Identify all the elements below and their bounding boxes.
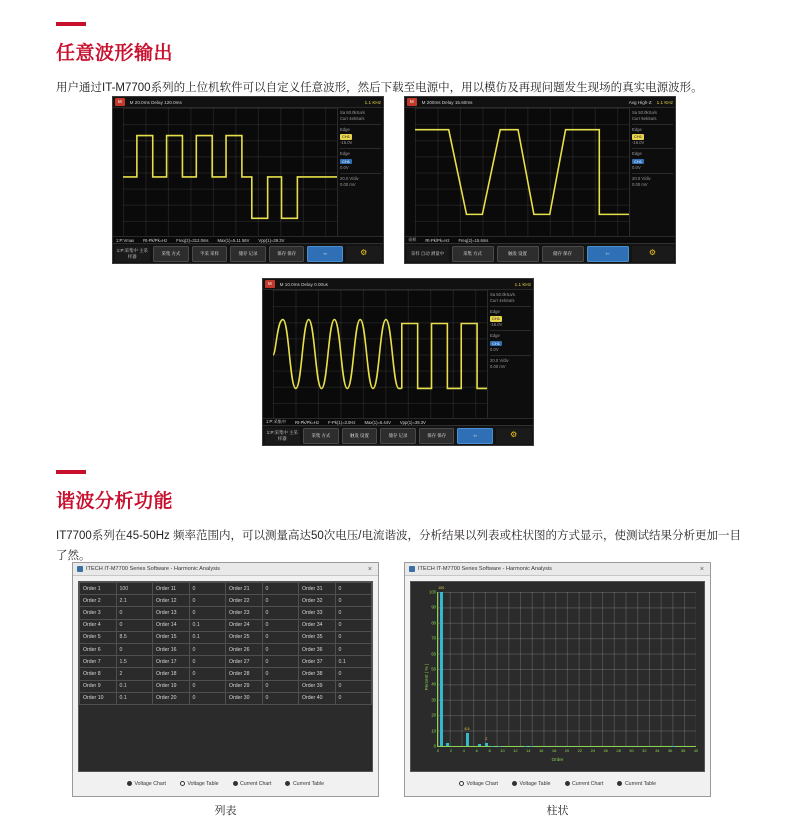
table-row [80,692,372,704]
order-label: Order 29 [226,680,263,692]
radio-current-chart[interactable] [233,781,272,787]
section-rule [56,470,86,474]
page-title-2: 谐波分析功能 [56,491,174,512]
order-value: 0 [335,692,372,704]
order-value: 0.1 [335,656,372,668]
softkey-status[interactable]: 1:P:采集中 主采样器 [115,246,151,262]
order-label: Order 10 [80,692,117,704]
order-value: 2 [116,668,153,680]
run-status-tag: M [407,98,417,106]
bar-chart [411,582,704,771]
trigger-type-1: Edge [490,309,500,315]
radio-current-chart[interactable] [565,781,604,787]
channel-chip-1: CH1 [634,134,643,140]
timebase-label: M 20.0ms Delay 120.0ms [129,99,182,105]
legend-label: Current Table [624,780,656,787]
x-axis-tick: 32 [642,747,647,753]
order-value: 8.5 [116,631,153,643]
y-axis-tick: 90 [431,604,436,610]
scope-topbar [263,279,533,290]
x-axis-tick: 2 [449,747,453,753]
softkey-back-icon[interactable]: ⇦ [587,246,629,262]
order-label: Order 7 [80,656,117,668]
softkey-status[interactable]: 采样 自动 测量中 [407,246,449,262]
scope-square-burst [112,96,384,264]
trigger-type-1: Edge [632,127,642,133]
radio-marker [180,781,185,786]
volts-per-div: 20.0 V/div [632,175,651,181]
trigger-type-2: Edge [340,151,350,157]
caption-chart: 柱状 [546,805,569,817]
measurement-item: 1:P:采集中 [266,419,287,424]
scope-softkey-bar [113,243,383,263]
x-axis-tick: 4 [462,747,465,753]
scope-topbar [405,97,675,108]
section-arbitrary-waveform [56,22,746,98]
legend-label: Voltage Table [519,780,551,787]
measurement-item: Max(1)=5.44V [364,419,391,425]
order-value: 0.1 [189,631,226,643]
trigger-type-2: Edge [632,151,642,157]
legend-label: Current Chart [572,780,604,787]
radio-marker [127,781,132,786]
scope-softkey-bar [263,425,533,445]
channel-chip-2: CH1 [342,158,351,164]
channel-chip-1: CH1 [492,316,501,322]
volts-per-div: 20.0 V/div [340,175,359,181]
frequency-label: 1.1 KHz [364,99,381,105]
order-label: Order 34 [299,619,336,631]
table-row [80,643,372,655]
order-value: 0 [262,619,299,631]
y-axis-tick: 30 [431,697,436,703]
bar [485,736,488,746]
close-icon[interactable]: × [699,565,704,573]
order-value: 0 [262,595,299,607]
order-value: 0 [116,607,153,619]
x-axis-tick: 26 [603,747,608,753]
sample-rate-2: Curr 4ekSa/s [490,298,515,304]
measurement-item: Rt-Pk/Pk=Hz [425,237,450,243]
order-label: Order 36 [299,643,336,655]
table-row [80,656,372,668]
softkey-save[interactable]: 保存 保存 [269,246,305,262]
trigger-type-1: Edge [340,127,350,133]
order-label: Order 32 [299,595,336,607]
volts-per-div: 20.0 V/div [490,357,509,363]
bar [464,726,470,746]
y-axis-tick: 0 [433,743,436,749]
x-axis-tick: 14 [526,747,531,753]
gear-icon[interactable]: ⚙ [346,246,382,262]
radio-voltage-chart[interactable] [127,781,166,787]
order-value: 0 [189,692,226,704]
sample-rate-2: Curr 5ekSa/s [632,116,657,122]
order-value: 0 [335,668,372,680]
order-label: Order 8 [80,668,117,680]
softkey-trigger[interactable]: 触发 设置 [342,428,378,444]
order-value: 0 [335,583,372,595]
order-value: 0 [189,607,226,619]
softkey-acquire[interactable]: 采集 方式 [452,246,494,262]
order-label: Order 15 [153,631,190,643]
page-title: 任意波形输出 [56,43,174,64]
softkey-acquire[interactable]: 采集 方式 [153,246,189,262]
order-label: Order 38 [299,668,336,680]
section-rule [56,22,86,26]
order-label: Order 13 [153,607,190,619]
timebase-label: M 10.0ms Delay 0.00us [279,281,328,287]
offset-value: 0.00 mV [632,181,648,187]
scope-topbar [113,97,383,108]
radio-marker [617,781,622,786]
channel-chip-2: CH1 [492,340,501,346]
order-label: Order 35 [299,631,336,643]
bar-value-label: 100 [438,586,445,590]
channel-chip-2: CH1 [634,158,643,164]
order-label: Order 28 [226,668,263,680]
measurement-item: Freq(2)=15.6ms [458,237,489,243]
order-value: 0 [335,631,372,643]
radio-voltage-table[interactable] [180,781,219,787]
chart-plot-area [429,586,699,753]
x-axis-tick: 16 [538,747,544,753]
legend-label: Voltage Chart [466,780,498,787]
order-value: 2.1 [116,595,153,607]
radio-voltage-chart[interactable] [459,781,498,787]
order-label: Order 2 [80,595,117,607]
radio-voltage-table[interactable] [512,781,551,787]
sample-rate-2: Curr 4ekSa/s [340,116,365,122]
frequency-label: 1.1 KHz [656,99,673,105]
order-value: 0 [262,668,299,680]
order-value: 0 [335,607,372,619]
channel-chip-1: CH1 [342,134,351,140]
order-value: 0 [262,583,299,595]
waveform-trace [123,108,337,237]
radio-current-table[interactable] [617,781,656,787]
order-label: Order 31 [299,583,336,595]
gear-icon[interactable]: ⚙ [496,428,532,444]
harmonic-table-panel [78,581,373,772]
order-label: Order 25 [226,631,263,643]
order-value: 0 [335,643,372,655]
x-axis-tick: 10 [500,747,505,753]
x-axis-tick: 34 [655,747,660,753]
order-value: 0.1 [189,619,226,631]
radio-marker [285,781,290,786]
x-axis-tick: 6 [475,747,478,753]
y-axis-tick: 100 [429,589,436,595]
order-value: 0 [189,583,226,595]
y-axis-tick: 10 [431,728,436,734]
legend-label: Voltage Chart [134,780,166,787]
order-label: Order 21 [226,583,263,595]
trigger-level-1: -16.0V [632,140,645,146]
bar-value-label: 2 [485,736,488,741]
measurement-item: Rt-Pk/Pk=Hz [143,237,168,243]
section-harmonic-analysis [56,470,746,566]
x-axis-tick: 22 [577,747,583,753]
window-title: ITECH IT-M7700 Series Software - Harmonic Analysis [418,566,552,572]
x-axis-tick: 38 [680,747,686,753]
order-value: 0 [116,643,153,655]
order-label: Order 3 [80,607,117,619]
measurement-item: 1:P:Vmax [116,237,135,243]
run-status-tag: M [115,98,125,106]
table-row [80,631,372,643]
order-label: Order 11 [153,583,190,595]
order-label: Order 4 [80,619,117,631]
close-icon[interactable]: × [367,565,372,573]
legend-label: Current Table [292,780,324,787]
order-value: 0 [262,607,299,619]
window-title: ITECH IT-M7700 Series Software - Harmonic Analysis [86,566,220,572]
x-axis-tick: 8 [488,747,491,753]
y-axis-tick: 60 [431,651,436,657]
softkey-store[interactable]: 储存 保存 [542,246,584,262]
order-value: 0 [262,656,299,668]
acquire-mode-label: Avg High-Z [628,99,652,105]
section-body-text-2: IT7700系列在45-50Hz 频率范围内，可以测量高达50次电压/电流谐波，分析结果以列表或柱状图的方式显示，使测试结果分析更加一目了然。 [56,530,741,563]
frequency-label: 1.1 KHz [514,281,531,287]
order-label: Order 23 [226,607,263,619]
order-value: 0 [189,643,226,655]
harmonic-chart-window [404,562,711,797]
sample-rate-1: Sa 50.0kSa/s [340,110,365,115]
trigger-level-1: -16.0V [490,322,503,328]
order-value: 100 [116,583,153,595]
y-axis-tick: 80 [431,620,436,626]
order-value: 1.5 [116,656,153,668]
order-value: 0 [262,680,299,692]
bar-value-label: 8.5 [464,726,470,731]
app-icon [77,566,83,572]
y-axis-tick: 50 [431,666,436,672]
waveform-trace [415,108,629,237]
y-axis-tick: 40 [431,681,436,687]
order-value: 0 [189,680,226,692]
order-label: Order 27 [226,656,263,668]
measurement-item: Vpp(1)=39.3V [399,419,426,425]
order-value: 0 [189,656,226,668]
order-value: 0.1 [116,680,153,692]
window-titlebar [73,563,378,576]
order-label: Order 17 [153,656,190,668]
table-row [80,583,372,595]
table-row [80,668,372,680]
bar [438,586,445,746]
order-label: Order 24 [226,619,263,631]
section-body-text: 用户通过IT-M7700系列的上位机软件可以自定义任意波形，然后下载至电源中，用以模仿及再现问题发生现场的真实电源波形。 [56,82,703,94]
bar-slot [690,592,696,746]
order-value: 0 [335,595,372,607]
bar [478,744,481,746]
order-value: 0 [262,631,299,643]
harmonic-table [79,582,372,705]
order-label: Order 20 [153,692,190,704]
order-value: 0 [335,619,372,631]
scope-side-panel [487,290,533,419]
order-label: Order 26 [226,643,263,655]
y-axis-tick: 70 [431,635,436,641]
waveform-trace [273,290,487,419]
measurement-item: Rt-Pk/Pk=Hz [295,419,320,425]
measurement-item: Freq(2)=312.0ms [176,237,209,243]
legend-label: Voltage Table [187,780,219,787]
run-status-tag: M [265,280,275,288]
trigger-level-2: 0.0V [632,164,641,170]
trigger-type-2: Edge [490,333,500,339]
order-value: 0 [189,595,226,607]
x-axis-tick: 12 [513,747,518,753]
order-value: 0 [335,680,372,692]
order-label: Order 1 [80,583,117,595]
gear-icon[interactable]: ⚙ [632,246,674,262]
order-label: Order 9 [80,680,117,692]
softkey-sample[interactable]: 半采 采样 [192,246,228,262]
display-mode-legend [410,776,705,791]
sample-rate-1: Sa 50.0kSa/s [632,110,657,115]
harmonic-chart-panel [410,581,705,772]
softkey-status[interactable]: 1:P:采集中 主采样器 [265,428,301,444]
measurement-row [405,236,675,243]
chart-bars [438,586,696,746]
scope-side-panel [337,108,383,237]
table-row [80,619,372,631]
radio-marker [459,781,464,786]
measurement-item: 采样 [408,237,417,242]
order-value: 0.1 [116,692,153,704]
table-row [80,680,372,692]
softkey-save[interactable]: 保存 保存 [419,428,455,444]
radio-current-table[interactable] [285,781,324,787]
order-label: Order 37 [299,656,336,668]
measurement-item: Max(1)=5.11 56V [217,237,250,243]
order-label: Order 12 [153,595,190,607]
scope-sine-square [262,278,534,446]
measurement-item: Vpp(1)=39.3V [258,237,285,243]
order-label: Order 6 [80,643,117,655]
table-row [80,595,372,607]
window-titlebar [405,563,710,576]
order-label: Order 30 [226,692,263,704]
order-value: 0 [189,668,226,680]
order-label: Order 39 [299,680,336,692]
softkey-back-icon[interactable]: ⇦ [307,246,343,262]
order-label: Order 5 [80,631,117,643]
measurement-item: F-Pk(1)=3.0Hz [328,419,356,425]
x-axis-tick: 28 [616,747,621,753]
order-value: 0 [116,619,153,631]
order-label: Order 33 [299,607,336,619]
order-value: 0 [262,692,299,704]
x-axis-tick: 24 [590,747,596,753]
app-icon [409,566,415,572]
measurement-row [263,418,533,425]
radio-marker [233,781,238,786]
order-value: 0 [262,643,299,655]
table-row [80,607,372,619]
scope-side-panel [629,108,675,237]
order-label: Order 19 [153,680,190,692]
softkey-record[interactable]: 储存 记录 [380,428,416,444]
x-axis-tick: 0 [436,747,440,753]
scope-softkey-bar [405,243,675,263]
legend-label: Current Chart [240,780,272,787]
chart-y-axis-label: Percent ( % ) [423,663,429,690]
trigger-level-1: -16.0V [340,140,353,146]
timebase-label: M 200ms Delay 15.60ms [421,99,473,105]
softkey-acquire[interactable]: 采集 方式 [303,428,339,444]
trigger-level-2: 0.0V [340,164,349,170]
offset-value: 0.00 mV [490,363,506,369]
x-axis-tick: 30 [629,747,634,753]
order-label: Order 18 [153,668,190,680]
order-label: Order 14 [153,619,190,631]
radio-marker [565,781,570,786]
trigger-level-2: 0.0V [490,346,499,352]
softkey-record[interactable]: 储存 记录 [230,246,266,262]
x-axis-tick: 20 [564,747,570,753]
x-axis-tick: 40 [693,747,699,753]
x-axis-tick: 18 [551,747,557,753]
radio-marker [512,781,517,786]
sample-rate-1: Sa 50.0kSa/s [490,292,515,297]
order-label: Order 40 [299,692,336,704]
x-axis-tick: 36 [667,747,673,753]
order-label: Order 16 [153,643,190,655]
display-mode-legend [78,776,373,791]
chart-x-axis-label: Order [551,757,564,762]
scope-triangle [404,96,676,264]
measurement-row [113,236,383,243]
softkey-back-icon[interactable]: ⇦ [457,428,493,444]
order-label: Order 22 [226,595,263,607]
bar [446,743,449,746]
harmonic-table-window [72,562,379,797]
y-axis-tick: 20 [431,712,436,718]
caption-table: 列表 [214,805,237,817]
offset-value: 0.00 mV [340,181,356,187]
softkey-trigger[interactable]: 触发 设置 [497,246,539,262]
